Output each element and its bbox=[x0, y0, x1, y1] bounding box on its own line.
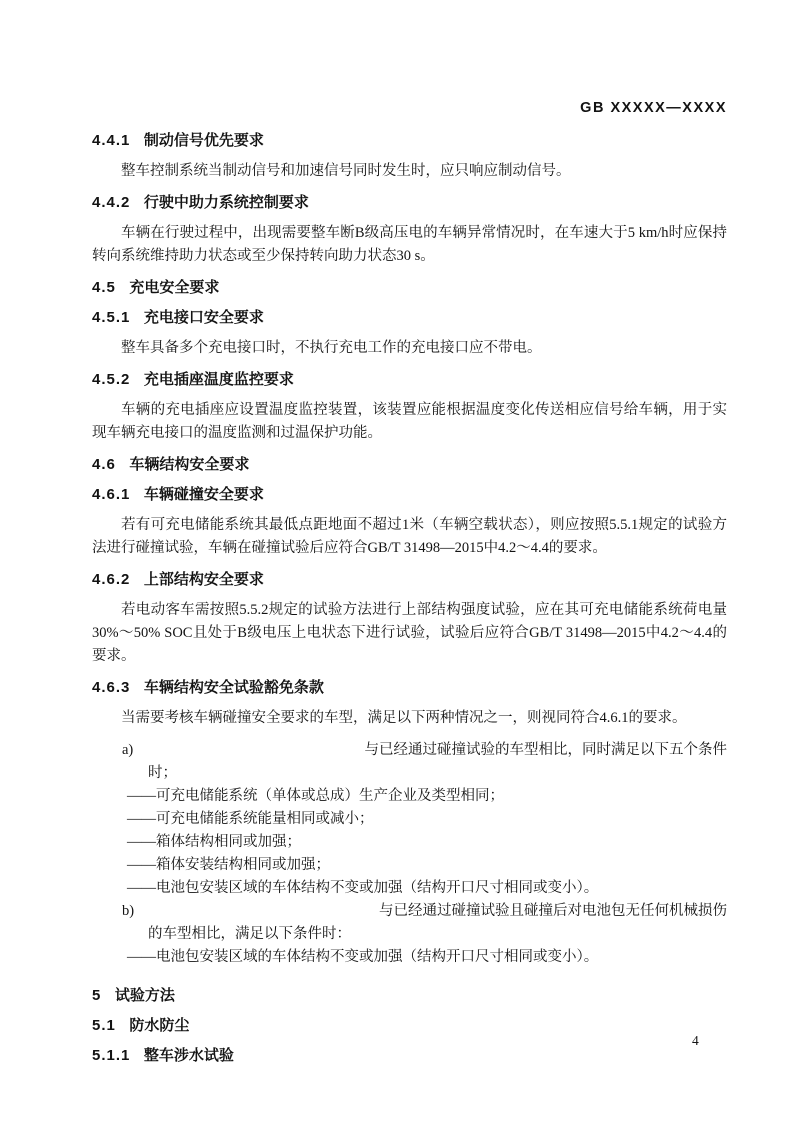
heading-title: 试验方法 bbox=[114, 987, 175, 1004]
heading-title: 整车涉水试验 bbox=[143, 1047, 234, 1064]
heading-number: 4.5.1 bbox=[92, 309, 131, 326]
list-item: ——可充电储能系统能量相同或减小； bbox=[127, 811, 374, 827]
condition-b-marker: b) bbox=[122, 903, 135, 919]
heading-4-5-1 bbox=[92, 307, 727, 328]
page-content bbox=[0, 100, 793, 1066]
condition-a-row bbox=[92, 739, 727, 762]
heading-number: 4.4.1 bbox=[92, 132, 131, 149]
paragraph-4-6-1: 若有可充电储能系统其最低点距地面不超过1米（车辆空载状态），则应按照5.5.1规定的试验方法进行碰撞试验，车辆在碰撞试验后应符合GB/T 31498—2015中4.2～4.4的要求。 bbox=[92, 517, 727, 556]
heading-title: 车辆碰撞安全要求 bbox=[143, 486, 264, 503]
heading-number: 5 bbox=[92, 987, 102, 1004]
heading-title: 车辆结构安全试验豁免条款 bbox=[143, 679, 324, 696]
paragraph-4-4-1: 整车控制系统当制动信号和加速信号同时发生时，应只响应制动信号。 bbox=[121, 163, 571, 179]
paragraph-4-5-2: 车辆的充电插座应设置温度监控装置，该装置应能根据温度变化传送相应信号给车辆，用于实现车辆充电接口的温度监测和过温保护功能。 bbox=[92, 402, 727, 441]
list-item: ——箱体结构相同或加强； bbox=[127, 834, 301, 850]
doc-code: GB XXXXX—XXXX bbox=[580, 100, 727, 116]
heading-4-6 bbox=[92, 454, 727, 475]
page-number: 4 bbox=[692, 1033, 699, 1048]
paragraph-4-5-1: 整车具备多个充电接口时，不执行充电工作的充电接口应不带电。 bbox=[121, 340, 542, 356]
condition-b-row bbox=[92, 900, 727, 923]
heading-title: 上部结构安全要求 bbox=[143, 571, 264, 588]
heading-number: 4.6.3 bbox=[92, 679, 131, 696]
condition-a-marker: a) bbox=[122, 742, 134, 758]
heading-number: 4.5 bbox=[92, 279, 116, 296]
heading-4-5 bbox=[92, 277, 727, 298]
condition-a-continuation: 时； bbox=[148, 765, 177, 781]
heading-number: 5.1.1 bbox=[92, 1047, 131, 1064]
paragraph-4-6-2: 若电动客车需按照5.5.2规定的试验方法进行上部结构强度试验，应在其可充电储能系统荷电量30%～50% SOC且处于B级电压上电状态下进行试验，试验后应符合GB/T 31498—2015中4.2～4.4的要求。 bbox=[92, 602, 727, 664]
list-item: ——电池包安装区域的车体结构不变或加强（结构开口尺寸相同或变小）。 bbox=[127, 949, 599, 965]
heading-4-5-2 bbox=[92, 369, 727, 390]
heading-title: 行驶中助力系统控制要求 bbox=[143, 194, 309, 211]
condition-b-text: 与已经通过碰撞试验且碰撞后对电池包无任何机械损伤 bbox=[379, 903, 727, 919]
heading-4-4-2 bbox=[92, 192, 727, 213]
list-item: ——电池包安装区域的车体结构不变或加强（结构开口尺寸相同或变小）。 bbox=[127, 880, 599, 896]
paragraph-4-6-3: 当需要考核车辆碰撞安全要求的车型，满足以下两种情况之一，则视同符合4.6.1的要求。 bbox=[121, 710, 687, 726]
heading-number: 5.1 bbox=[92, 1017, 116, 1034]
heading-4-6-2 bbox=[92, 569, 727, 590]
document-header bbox=[92, 100, 727, 116]
heading-number: 4.6 bbox=[92, 456, 116, 473]
heading-5-1 bbox=[92, 1015, 727, 1036]
heading-title: 充电插座温度监控要求 bbox=[143, 371, 294, 388]
heading-number: 4.6.2 bbox=[92, 571, 131, 588]
heading-title: 防水防尘 bbox=[129, 1017, 190, 1034]
heading-4-4-1 bbox=[92, 130, 727, 151]
heading-4-6-1 bbox=[92, 484, 727, 505]
heading-title: 充电安全要求 bbox=[129, 279, 220, 296]
heading-5 bbox=[92, 985, 727, 1006]
paragraph-4-4-2: 车辆在行驶过程中，出现需要整车断B级高压电的车辆异常情况时，在车速大于5 km/h时应保持转向系统维持助力状态或至少保持转向助力状态30 s。 bbox=[92, 225, 727, 264]
heading-title: 充电接口安全要求 bbox=[143, 309, 264, 326]
heading-title: 制动信号优先要求 bbox=[143, 132, 264, 149]
heading-number: 4.6.1 bbox=[92, 486, 131, 503]
heading-5-1-1 bbox=[92, 1045, 727, 1066]
condition-b-continuation: 的车型相比，满足以下条件时： bbox=[148, 926, 351, 942]
heading-number: 4.4.2 bbox=[92, 194, 131, 211]
list-item: ——可充电储能系统（单体或总成）生产企业及类型相同； bbox=[127, 788, 504, 804]
heading-4-6-3 bbox=[92, 677, 727, 698]
heading-number: 4.5.2 bbox=[92, 371, 131, 388]
heading-title: 车辆结构安全要求 bbox=[129, 456, 250, 473]
list-item: ——箱体安装结构相同或加强； bbox=[127, 857, 330, 873]
condition-a-text: 与已经通过碰撞试验的车型相比，同时满足以下五个条件 bbox=[364, 742, 727, 758]
